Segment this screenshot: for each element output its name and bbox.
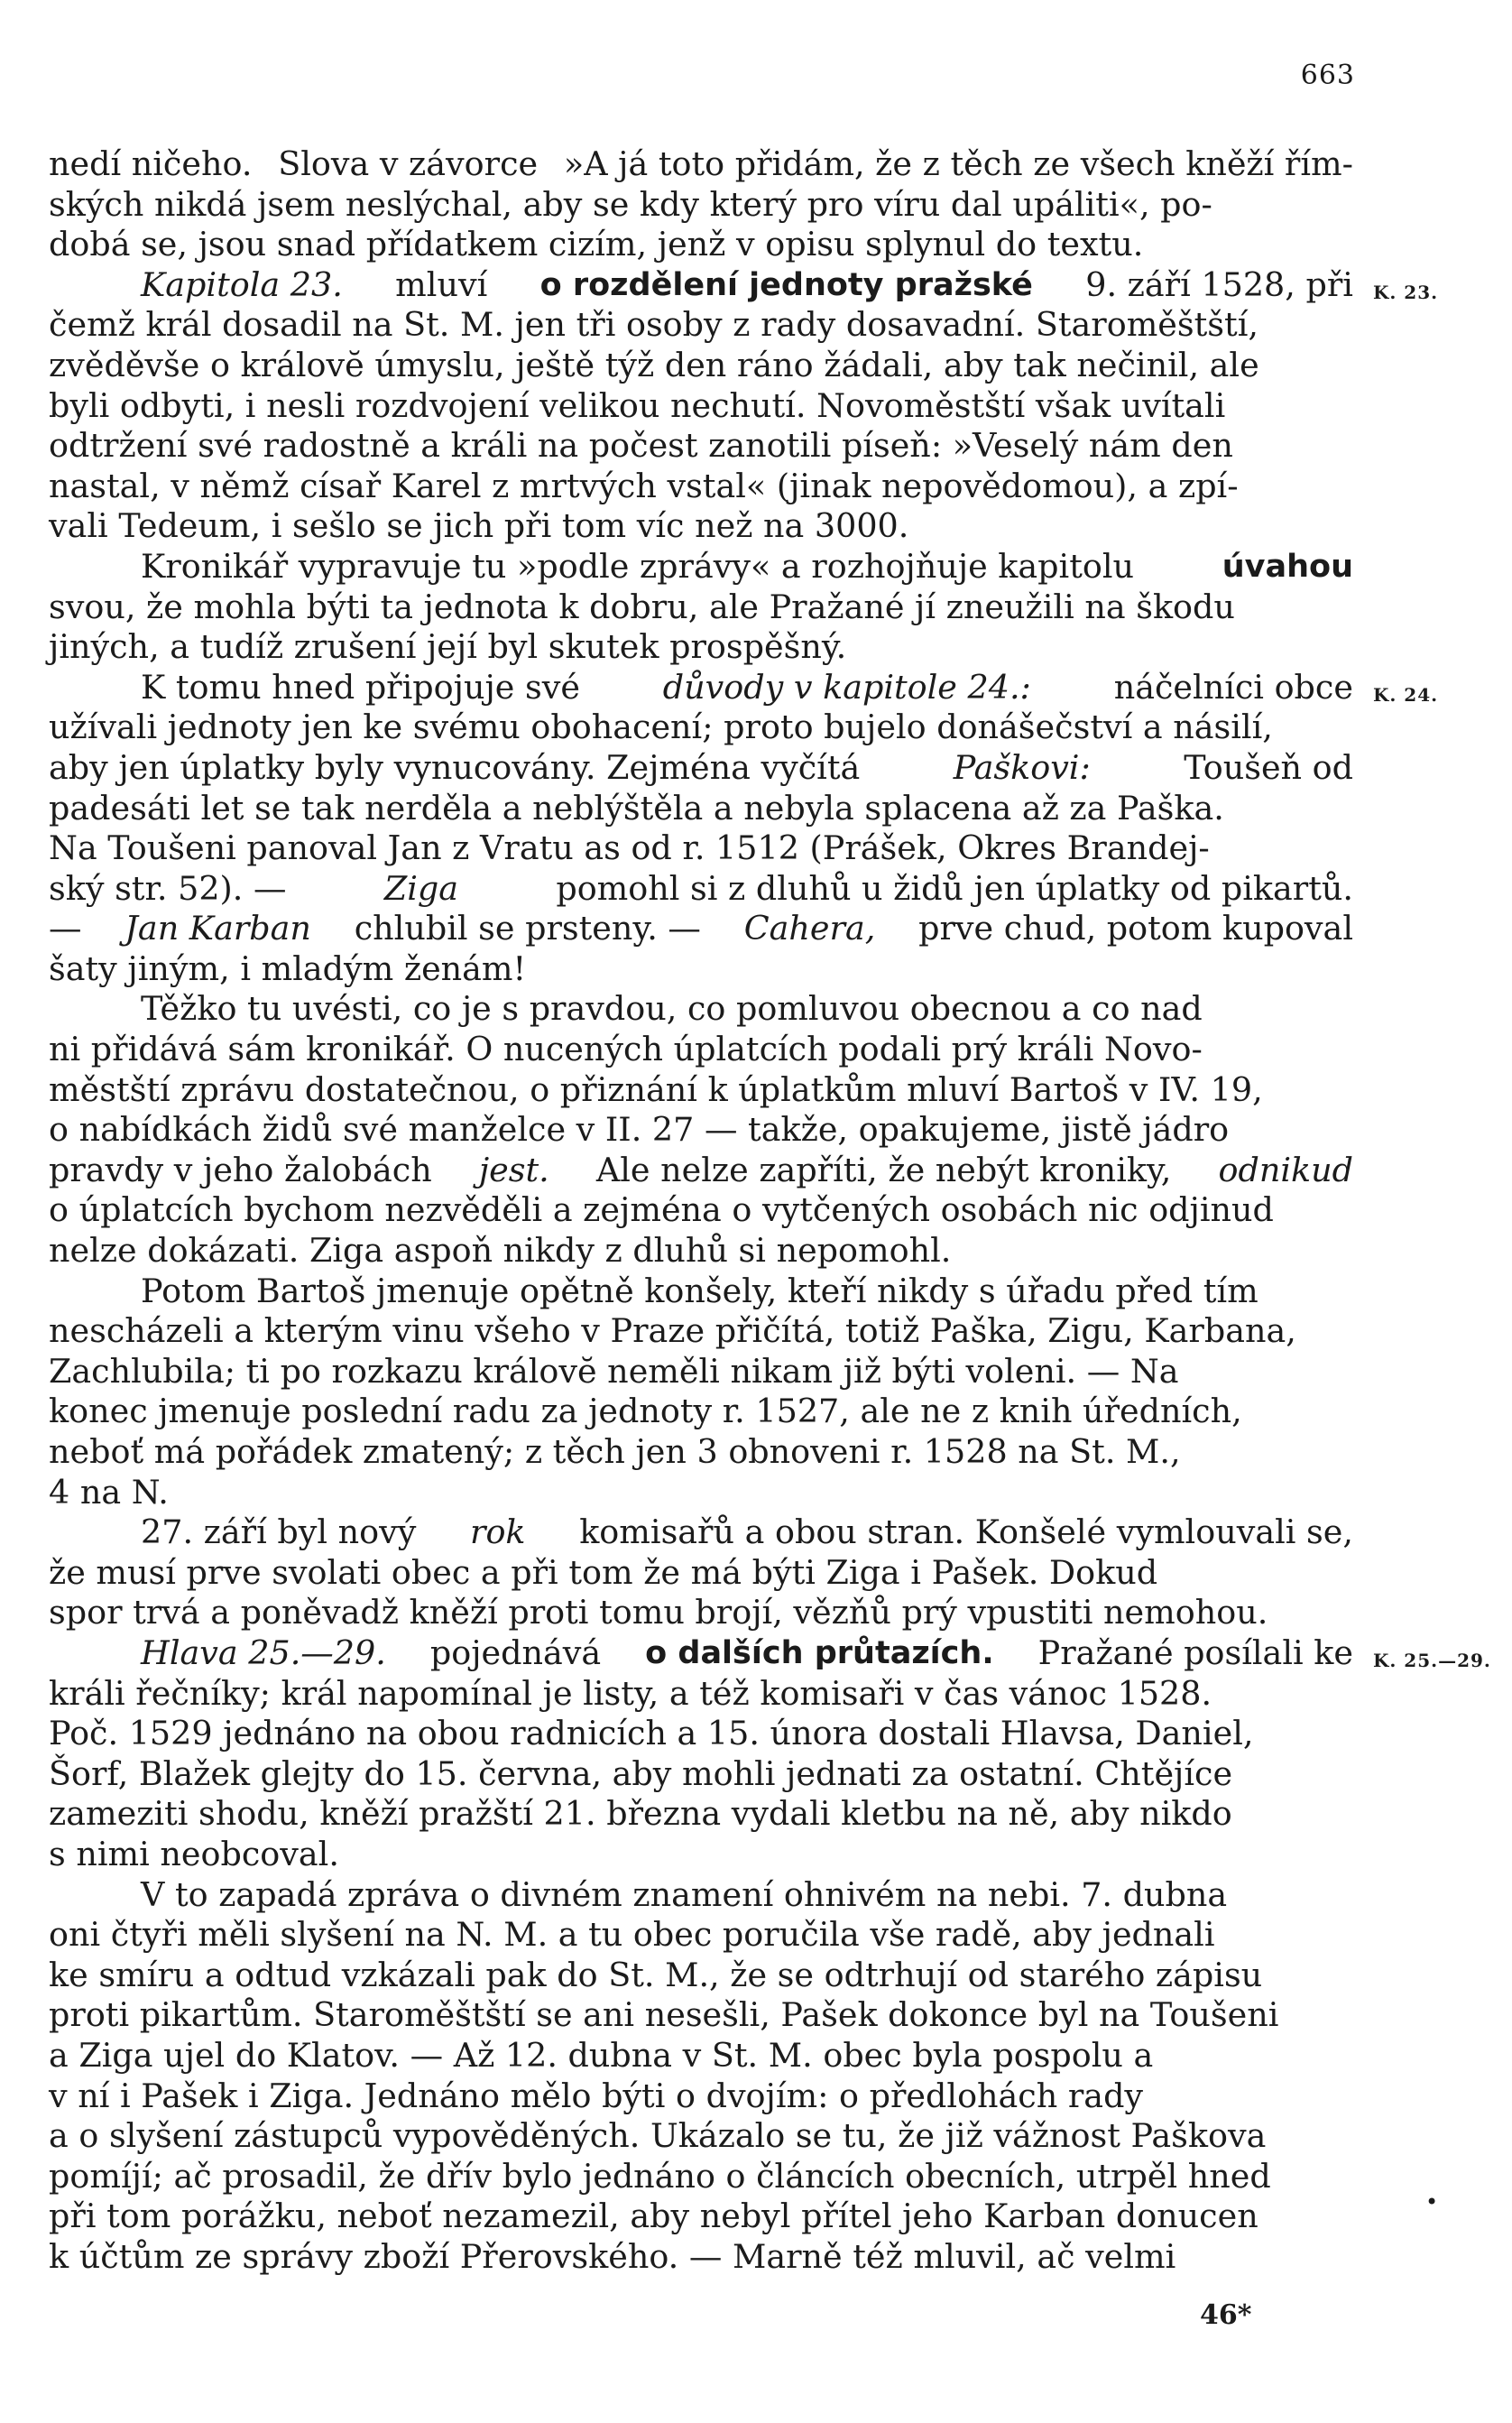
line-segment: odtržení své radostně a králi na počest zanotili píseň: »Veselý nám den (49, 426, 1233, 466)
line-segment: k účtům ze správy zboží Přerovského. — Marně též mluvil, ač velmi (49, 2236, 1176, 2276)
text-line (49, 2036, 1353, 2076)
text-line (49, 627, 1353, 668)
emphasis: jest. (478, 1150, 549, 1189)
line-segment: nedí ničeho. (49, 144, 253, 183)
text-line (49, 789, 1353, 829)
line-segment: oni čtyři měli slyšení na N. M. a tu obec poručila vše radě, aby jednali (49, 1915, 1215, 1955)
text-line (49, 386, 1353, 427)
line-segment: 4 na N. (49, 1472, 169, 1512)
text-line (49, 1110, 1353, 1151)
emphasis: úvahou (1222, 548, 1353, 585)
line-segment: a Ziga ujel do Klatov. — Až 12. dubna v St. M. obec byla pospolu a (49, 2035, 1154, 2075)
line-segment: nelze dokázati. Ziga aspoň nikdy z dluhů si nepomohl. (49, 1231, 952, 1271)
line-segment: svou, že mohla býti ta jednota k dobru, ale Pražané jí zneužili na škodu (49, 587, 1235, 626)
line-segment: Poč. 1529 jednáno na obou radnicích a 15. února dostali Hlavsa, Daniel, (49, 1714, 1254, 1753)
text-line (49, 1311, 1353, 1352)
line-segment: králi řečníky; král napomínal je listy, a též komisaři v čas vánoc 1528. (49, 1673, 1212, 1713)
line-segment: K tomu hned připojuje své (141, 667, 580, 707)
text-line (49, 144, 1353, 185)
line-segment: padesáti let se tak nerděla a neblýštěla a nebyla splacena až za Paška. (49, 788, 1224, 828)
line-segment: a o slyšení zástupců vypověděných. Ukázalo se tu, že již vážnost Paškova (49, 2116, 1267, 2156)
line-segment: Těžko tu uvésti, co je s pravdou, co pomluvou obecnou a co nad (141, 989, 1203, 1029)
text-line (49, 1593, 1353, 1633)
text-line (49, 1632, 1491, 1674)
line-segment: dobá se, jsou snad přídatkem cizím, jenž v opisu splynul do textu. (49, 225, 1144, 264)
line-segment: o nabídkách židů své manželce v II. 27 — takže, opakujeme, jistě jádro (49, 1110, 1230, 1150)
line-segment: komisařů a obou stran. Konšelé vymlouvali se, (579, 1512, 1353, 1552)
line-segment: zvěděvše o královĕ úmyslu, ještě týž den ráno žádali, aby tak nečinil, ale (49, 345, 1259, 384)
line-segment: užívali jednoty jen ke svému obohacení; proto bujelo donášečství a násilí, (49, 707, 1273, 747)
printer-signature: 46* (1200, 2299, 1252, 2331)
line-segment: o úplatcích bychom nezvěděli a zejména o vytčených osobách nic odjinud (49, 1190, 1274, 1230)
text-line (49, 667, 1439, 708)
line-segment: proti pikartům. Staroměštští se ani nesešli, Pašek dokonce byl na Toušeni (49, 1995, 1279, 2035)
text-line (49, 2157, 1353, 2197)
text-line (49, 1272, 1353, 1312)
line-segment: nescházeli a kterým vinu všeho v Praze přičítá, totiž Paška, Zigu, Karbana, (49, 1311, 1296, 1351)
line-segment: 27. září byl nový (141, 1512, 417, 1552)
margin-note-k23: K. 23. (1373, 281, 1439, 303)
text-line (49, 828, 1353, 869)
line-segment: mluví (395, 264, 488, 304)
name-reference: Cahera, (743, 909, 876, 948)
text-line (49, 264, 1439, 306)
text-line (49, 1995, 1353, 2036)
emphasis: rok (470, 1512, 526, 1552)
line-segment: Potom Bartoš jmenuje opětně konšely, kteří nikdy s úřadu před tím (141, 1271, 1258, 1310)
emphasis: o dalších průtazích. (645, 1634, 994, 1671)
line-segment: byli odbyti, i nesli rozdvojení velikou nechutí. Novoměstští však uvítali (49, 385, 1226, 425)
line-segment: pravdy v jeho žalobách (49, 1150, 432, 1189)
body-text (49, 144, 1491, 2277)
line-segment: Na Toušeni panoval Jan z Vratu as od r. 1512 (Prášek, Okres Brandej- (49, 828, 1210, 868)
line-segment: městští zprávu dostatečnou, o přiznání k úplatkům mluví Bartoš v IV. 19, (49, 1069, 1263, 1109)
text-line (49, 707, 1353, 748)
line-segment: konec jmenuje poslední radu za jednoty r. 1527, ale ne z knih úředních, (49, 1392, 1242, 1431)
text-line (49, 1512, 1353, 1553)
line-segment: Toušeň od (1184, 747, 1353, 787)
text-line (49, 426, 1353, 467)
line-segment: nastal, v němž císař Karel z mrtvých vstal« (jinak nepovědomou), a zpí- (49, 466, 1239, 505)
line-segment: spor trvá a poněvadž kněží proti tomu brojí, vězňů prý vpustiti nemohou. (49, 1593, 1268, 1632)
text-line (49, 1352, 1353, 1392)
line-segment: že musí prve svolati obec a při tom že má býti Ziga i Pašek. Dokud (49, 1552, 1158, 1592)
line-segment: vali Tedeum, i sešlo se jich při tom víc než na 3000. (49, 506, 909, 546)
text-line (49, 2237, 1353, 2278)
name-reference: Jan Karban (124, 909, 311, 948)
chapter-reference: Hlava 25.—29. (141, 1632, 386, 1672)
line-segment: ni přidává sám kronikář. O nucených úplatcích podali prý králi Novo- (49, 1030, 1203, 1069)
chapter-reference: Kapitola 23. (141, 264, 343, 304)
page-number: 663 (1300, 60, 1355, 91)
line-segment: šaty jiným, i mladým ženám! (49, 948, 527, 988)
line-segment: jiných, a tudíž zrušení její byl skutek prospěšný. (49, 627, 847, 667)
text-line (49, 1875, 1353, 1916)
text-line (49, 869, 1353, 910)
text-line (49, 1392, 1353, 1432)
line-segment: Zachlubila; ti po rozkazu královĕ neměli nikam již býti voleni. — Na (49, 1351, 1179, 1391)
text-line (49, 2076, 1353, 2117)
line-segment: při tom porážku, neboť nezamezil, aby nebyl přítel jeho Karban donucen (49, 2196, 1258, 2236)
line-segment: pojednává (429, 1632, 602, 1672)
line-segment: pomohl si z dluhů u židů jen úplatky od pikartů. (556, 868, 1353, 908)
chapter-reference: důvody v kapitole 24.: (662, 667, 1031, 707)
text-line (49, 1231, 1353, 1272)
margin-note-k24: K. 24. (1373, 683, 1439, 706)
text-line (49, 1714, 1353, 1754)
line-segment: »A já toto přidám, že z těch ze všech kněží řím- (563, 144, 1353, 183)
line-segment: Kronikář vypravuje tu »podle zprávy« a rozhojňuje kapitolu (141, 546, 1135, 586)
emphasis: odnikud (1218, 1150, 1353, 1189)
line-segment: — (49, 909, 82, 948)
text-line (49, 547, 1353, 587)
text-line (49, 587, 1353, 628)
line-segment: ke smíru a odtud vzkázali pak do St. M., že se odtrhují od starého zápisu (49, 1955, 1263, 1994)
emphasis: o rozdělení jednoty pražské (539, 266, 1033, 303)
text-line (49, 748, 1353, 789)
text-line (49, 467, 1353, 507)
margin-dot-mark: • (1425, 2189, 1439, 2215)
line-segment: aby jen úplatky byly vynucovány. Zejména vyčítá (49, 747, 861, 787)
line-segment: chlubil se prsteny. — (354, 909, 701, 948)
text-line (49, 1794, 1353, 1835)
line-segment: neboť má pořádek zmatený; z těch jen 3 obnoveni r. 1528 na St. M., (49, 1432, 1181, 1471)
text-line (49, 1754, 1353, 1795)
name-reference: Ziga (383, 868, 459, 908)
line-segment: Ale nelze zapříti, že nebýt kroniky, (595, 1150, 1172, 1189)
text-line (49, 1674, 1353, 1715)
text-line (49, 2116, 1353, 2157)
text-line (49, 1190, 1353, 1231)
text-line (49, 1030, 1353, 1070)
text-line (49, 1151, 1353, 1191)
line-segment: ských nikdá jsem neslýchal, aby se kdy který pro víru dal upáliti«, po- (49, 184, 1212, 224)
text-line (49, 1432, 1353, 1473)
line-segment: Slova v závorce (278, 144, 539, 183)
text-line (49, 1473, 1353, 1513)
text-line (49, 1835, 1353, 1875)
text-line (49, 1553, 1353, 1594)
line-segment: s nimi neobcoval. (49, 1834, 339, 1873)
text-line (49, 506, 1353, 547)
text-line (49, 185, 1353, 226)
text-line (49, 1915, 1353, 1956)
line-segment: 9. září 1528, při (1085, 264, 1353, 304)
line-segment: Šorf, Blažek glejty do 15. června, aby mohli jednati za ostatní. Chtějíce (49, 1753, 1233, 1793)
margin-note-k25-29: K. 25.—29. (1373, 1649, 1491, 1671)
text-line (49, 2196, 1353, 2237)
line-segment: Pražané posílali ke (1037, 1632, 1353, 1672)
line-segment: V to zapadá zpráva o divném znamení ohnivém na nebi. 7. dubna (141, 1874, 1228, 1914)
line-segment: prve chud, potom kupoval (918, 909, 1353, 948)
name-reference: Paškovi: (953, 747, 1091, 787)
text-line (49, 909, 1353, 949)
line-segment: náčelníci obce (1113, 667, 1353, 707)
line-segment: v ní i Pašek i Ziga. Jednáno mělo býti o dvojím: o předlohách rady (49, 2076, 1144, 2115)
line-segment: čemž král dosadil na St. M. jen tři osoby z rady dosavadní. Staroměštští, (49, 305, 1258, 345)
text-line (49, 989, 1353, 1030)
text-line (49, 305, 1353, 346)
text-line (49, 1956, 1353, 1996)
line-segment: zameziti shodu, kněží pražští 21. března vydali kletbu na ně, aby nikdo (49, 1794, 1232, 1834)
line-segment: pomíjí; ač prosadil, že dřív bylo jednáno o článcích obecních, utrpěl hned (49, 2156, 1271, 2196)
line-segment: ský str. 52). — (49, 868, 287, 908)
text-line (49, 225, 1353, 265)
text-line (49, 949, 1353, 990)
text-line (49, 1070, 1353, 1111)
text-line (49, 346, 1353, 386)
